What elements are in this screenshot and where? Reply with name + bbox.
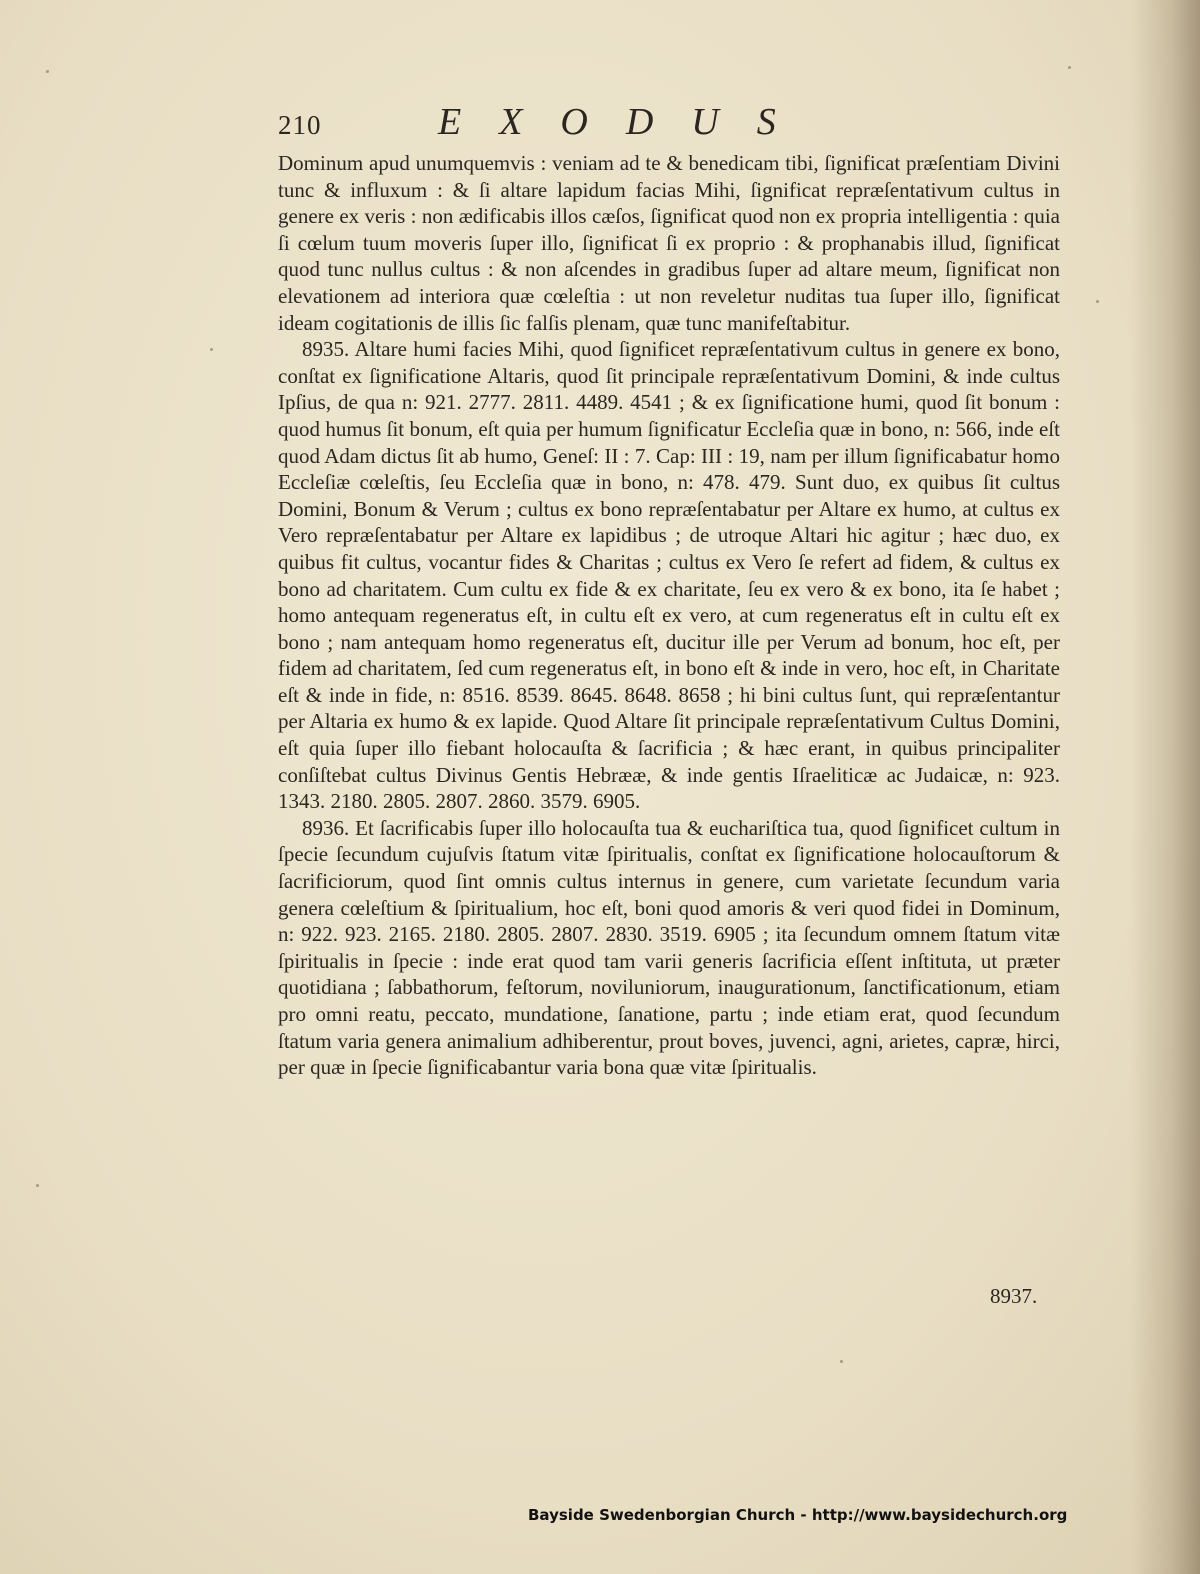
catchword: 8937. — [990, 1284, 1038, 1308]
paper-speck — [1068, 66, 1071, 69]
paper-speck — [840, 1360, 843, 1363]
running-title: EXODUS — [438, 101, 814, 143]
paper-speck — [46, 70, 49, 73]
page-header — [278, 100, 1068, 144]
paper-speck — [210, 348, 213, 351]
paragraph-8936: 8936. Et ſacrificabis ſuper illo holocauſta tua & euchariſtica tua, quod ſignificet cultum in ſpecie ſecundum cujuſvis ſtatum vitæ ſpiritualis, conſtat ex ſignificatione holocauſtorum & ſacrificiorum, quod ſint omnis cultus internus in genere, cum varietate ſecundum varia genera cœleſtium & ſpiritualium, hoc eſt, boni quod amoris & veri quod fidei in Dominum, n: 922. 923. 2165. 2180. 2805. 2807. 2830. 3519. 6905 ; ita ſecundum omnem ſtatum vitæ ſpiritualis in ſpecie : inde erat quod tam varii generis ſacrificia eſſent inſtituta, ut præter quotidiana ; ſabbathorum, feſtorum, noviluniorum, inaugurationum, ſanctificationum, etiam pro omni reatu, peccato, mundatione, ſanatione, partu ; inde etiam erat, quod ſecundum ſtatum varia genera animalium adhiberentur, prout boves, juvenci, agni, arietes, capræ, hirci, per quæ in ſpecie ſignificabantur varia bona quæ vitæ ſpiritualis. — [278, 815, 1060, 1080]
paragraph-continuation: Dominum apud unumquemvis : veniam ad te & benedicam tibi, ſignificat præſentiam Divini tunc & influxum : & ſi altare lapidum facias Mihi, ſignificat repræſentativum cultus in genere ex veris : non ædificabis illos cæſos, ſignificat quod non ex propria intelligentia : quia ſi cœlum tuum moveris ſuper illo, ſignificat ſi ex proprio : & prophanabis illud, ſignificat quod tunc nullus cultus : & non aſcendes in gradibus ſuper ad altare meum, ſignificat non elevationem ad interiora quæ cœleſtia : ut non reveletur nuditas tua ſuper illo, ſignificat ideam cogitationis de illis ſic falſis plenam, quæ tunc manifeſtabitur. — [278, 151, 1060, 335]
page-number: 210 — [278, 110, 322, 140]
binding-shadow — [1130, 0, 1200, 1574]
paper-speck — [1096, 300, 1099, 303]
paragraph-8935: 8935. Altare humi facies Mihi, quod ſignificet repræſentativum cultus in genere ex bono, conſtat ex ſignificatione Altaris, quod ſit principale repræſentativum Domini, & inde cultus Ipſius, de qua n: 921. 2777. 2811. 4489. 4541 ; & ex ſignificatione humi, quod ſit bonum : quod humus ſit bonum, eſt quia per humum ſignificatur Eccleſia quæ in bono, n: 566, inde eſt quod Adam dictus ſit ab humo, Geneſ: II : 7. Cap: III : 19, nam per illum ſignificabatur homo Eccleſiæ cœleſtis, ſeu Eccleſia quæ in bono, n: 478. 479. Sunt duo, ex quibus ſit cultus Domini, Bonum & Verum ; cultus ex bono repræſentabatur per Altare ex humo, at cultus ex Vero repræſentabatur per Altare ex lapidibus ; de utroque Altari hic agitur ; hæc duo, ex quibus fit cultus, vocantur fides & Charitas ; cultus ex Vero ſe refert ad fidem, & cultus ex bono ad charitatem. Cum cultu ex fide & ex charitate, ſeu ex vero & ex bono, ita ſe habet ; homo antequam regeneratus eſt, in cultu eſt ex vero, at cum regeneratus eſt in cultu eſt ex bono ; nam antequam homo regeneratus eſt, ducitur ille per Verum ad bonum, hoc eſt, per fidem ad charitatem, ſed cum regeneratus eſt, in bono eſt & inde in vero, hoc eſt, in Charitate eſt & inde in fide, n: 8516. 8539. 8645. 8648. 8658 ; hi bini cultus ſunt, qui repræſentantur per Altaria ex humo & ex lapide. Quod Altare ſit principale repræſentativum Cultus Domini, eſt quia ſuper illo fiebant holocauſta & ſacrificia ; & hæc erant, in quibus principaliter conſiſtebat cultus Divinus Gentis Hebrææ, & inde gentis Iſraeliticæ ac Judaicæ, n: 923. 1343. 2180. 2805. 2807. 2860. 3579. 6905. — [278, 337, 1060, 814]
paper-speck — [36, 1184, 39, 1187]
source-credit: Bayside Swedenborgian Church - http://www.baysidechurch.org — [528, 1506, 1068, 1524]
body-text — [278, 150, 1060, 1081]
